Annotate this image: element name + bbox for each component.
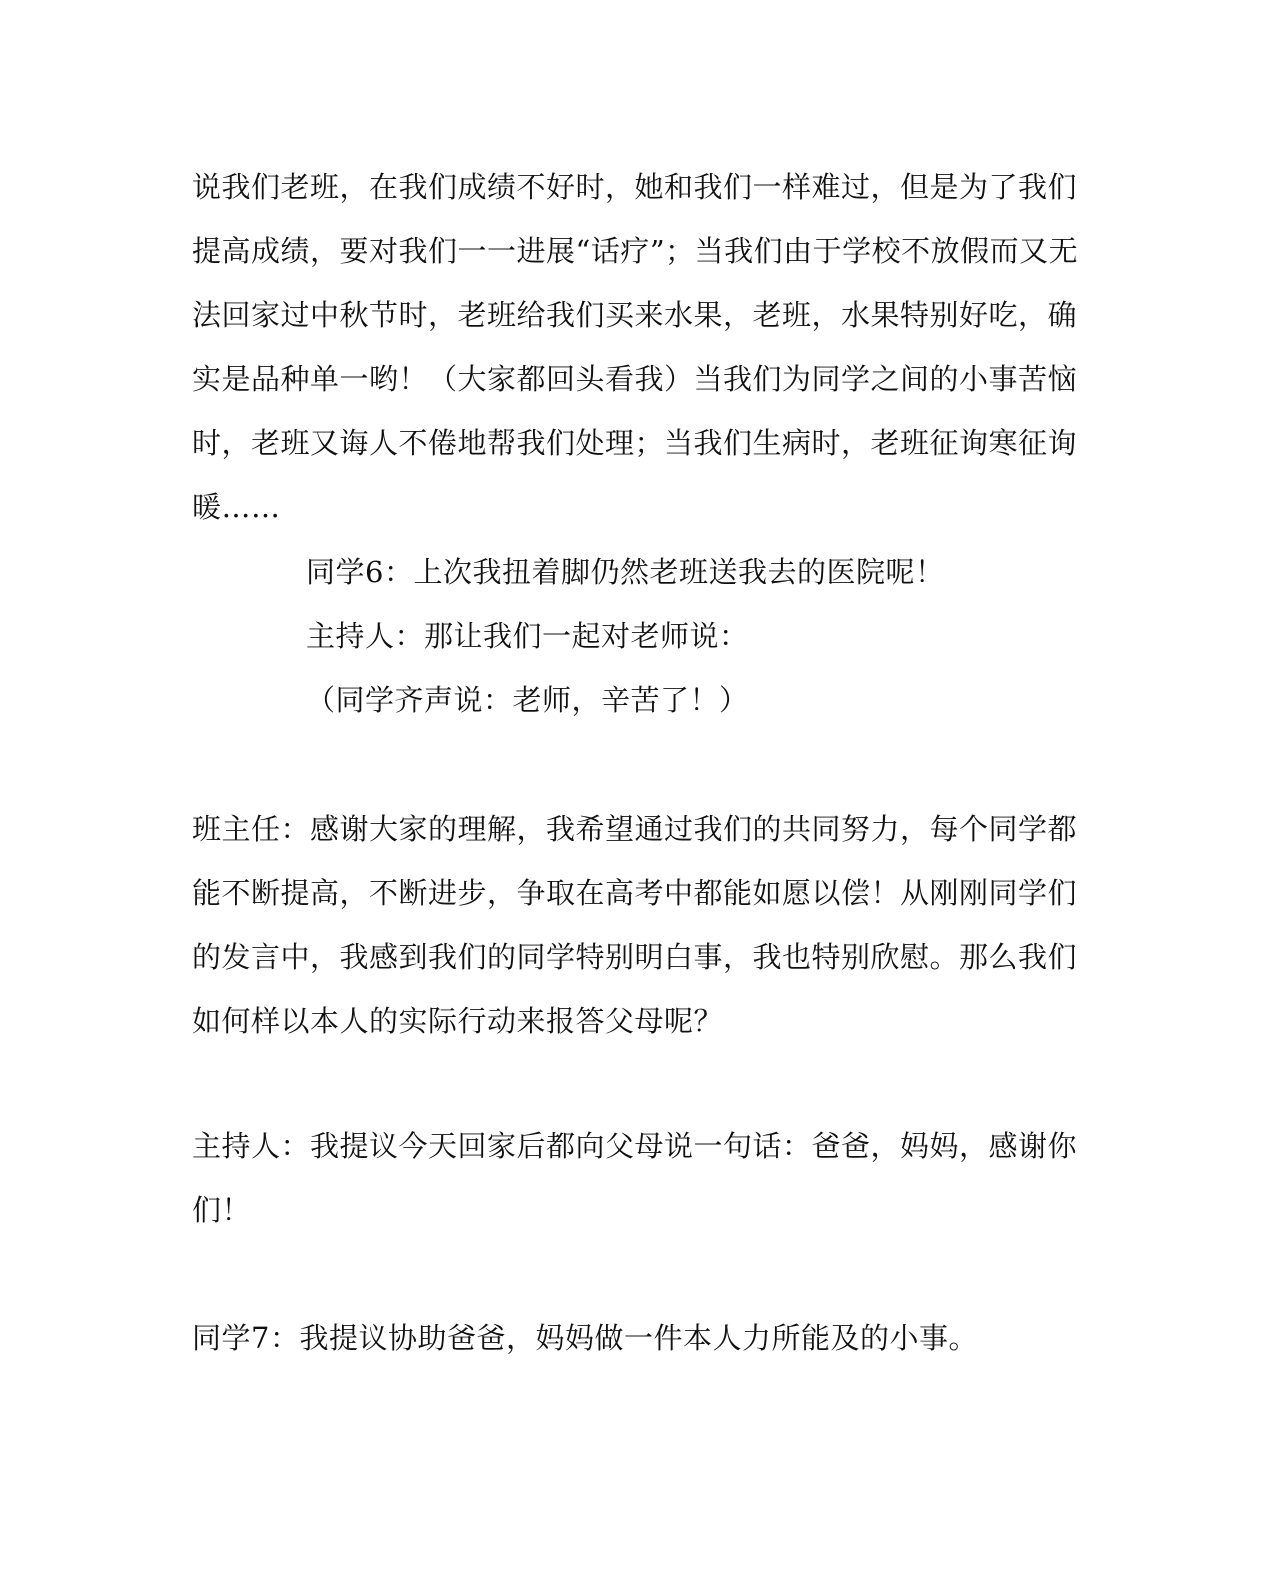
text-line: 班主任：感谢大家的理解，我希望通过我们的共同努力，每个同学都	[192, 812, 1078, 846]
text-line: 的发言中，我感到我们的同学特别明白事，我也特别欣慰。那么我们	[192, 940, 1078, 974]
student6-line: 同学6：上次我扭着脚仍然老班送我去的医院呢！	[306, 555, 945, 589]
text-line: 们！	[192, 1193, 252, 1227]
chorus-line: （同学齐声说：老师，辛苦了！）	[306, 683, 749, 717]
student7-line: 同学7：我提议协助爸爸，妈妈做一件本人力所能及的小事。	[192, 1321, 978, 1355]
dialogue-block	[192, 540, 1062, 732]
text-line: 如何样以本人的实际行动来报答父母呢？	[192, 1004, 724, 1038]
text-line: 暖……	[192, 490, 281, 524]
text-line: 法回家过中秋节时，老班给我们买来水果，老班，水果特别好吃，确	[192, 298, 1078, 332]
text-line: 主持人：我提议今天回家后都向父母说一句话：爸爸，妈妈，感谢你	[192, 1129, 1078, 1163]
text-line: 提高成绩，要对我们一一进展“话疗”；当我们由于学校不放假而又无	[192, 234, 1079, 268]
paragraph-head-teacher	[192, 797, 1078, 1053]
text-line: 时，老班又诲人不倦地帮我们处理；当我们生病时，老班征询寒征询	[192, 426, 1078, 460]
paragraph-host-proposal	[192, 1114, 1078, 1242]
host-line: 主持人：那让我们一起对老师说：	[306, 619, 749, 653]
text-line: 能不断提高，不断进步，争取在高考中都能如愿以偿！从刚刚同学们	[192, 876, 1078, 910]
paragraph-teacher-care	[192, 155, 1079, 539]
text-line: 说我们老班，在我们成绩不好时，她和我们一样难过，但是为了我们	[192, 170, 1078, 204]
text-line: 实是品种单一哟！（大家都回头看我）当我们为同学之间的小事苦恼	[192, 362, 1078, 396]
paragraph-student7	[192, 1306, 1062, 1370]
